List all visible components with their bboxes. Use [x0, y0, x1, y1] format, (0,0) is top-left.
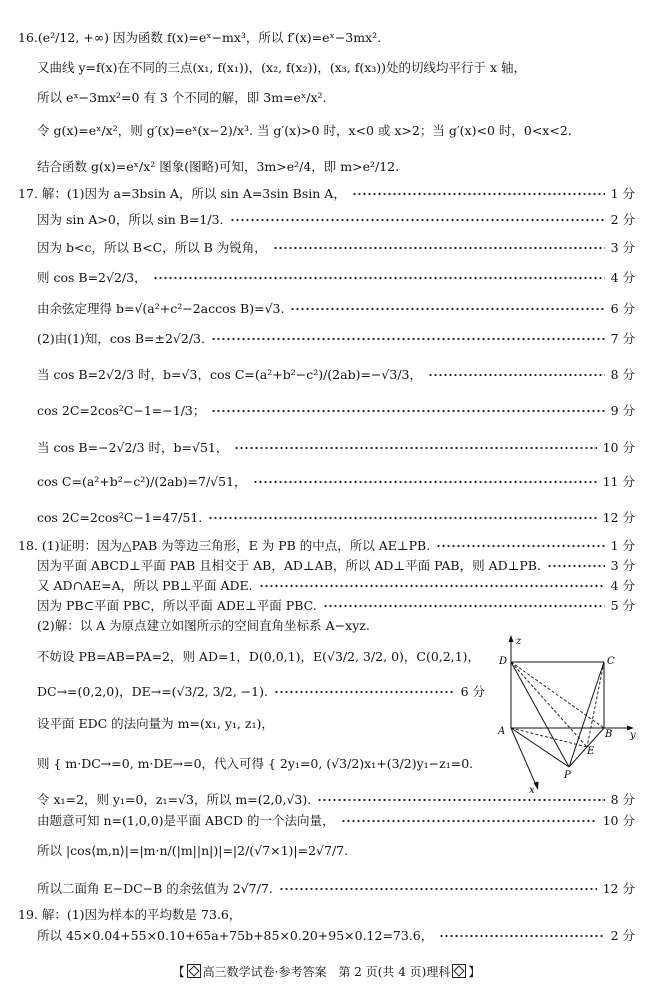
solution-line [0, 469, 653, 495]
score-mark: 4 分 [610, 578, 635, 593]
solution-line [0, 362, 653, 388]
label-E: E [587, 746, 595, 757]
score-mark: 2 分 [610, 928, 635, 943]
score-mark: 2 分 [610, 212, 635, 227]
page-footer: 【 高三数学试卷·参考答案 第 2 页(共 4 页)理科 】 [172, 965, 481, 979]
coordinate-figure [496, 630, 646, 800]
score-mark: 3 分 [610, 240, 635, 255]
line-text: DC→=(0,2,0)，DE→=(√3/2, 3/2, −1). [37, 684, 268, 699]
solution-line [0, 435, 653, 461]
line-text: 设平面 EDC 的法向量为 m=(x₁, y₁, z₁)， [37, 716, 274, 731]
leader-dots [436, 543, 604, 549]
line-text: 则 { m·DC→=0, m·DE→=0，代入可得 { 2y₁=0, (√3/2)x₁+(3/2)y₁−z₁=0. [37, 756, 474, 771]
solution-line [0, 154, 653, 180]
solution-line [0, 923, 653, 949]
label-x: x [529, 785, 535, 796]
leader-dots [253, 479, 597, 485]
score-mark: 7 分 [610, 331, 635, 346]
leader-dots [234, 445, 596, 451]
line-text: 结合函数 g(x)=eˣ/x² 图象(图略)可知，3m>e²/4，即 m>e²/12. [37, 159, 400, 174]
solution-line [0, 55, 653, 81]
score-mark: 6 分 [460, 684, 485, 699]
line-text: 由余弦定理得 b=√(a²+c²−2accos B)=√3. [37, 301, 285, 316]
score-mark: 6 分 [610, 301, 635, 316]
footer-text: 高三数学试卷·参考答案 第 2 页(共 4 页)理科 [202, 965, 451, 979]
solution-line [0, 118, 653, 144]
line-text: 又 AD∩AE=A，所以 PB⊥平面 ADE. [37, 578, 253, 593]
leader-dots [273, 245, 605, 251]
leader-dots [274, 689, 455, 695]
solution-line [0, 235, 653, 261]
leader-dots [279, 886, 597, 892]
line-text: 所以 |cos⟨m,n⟩|=|m·n/(|m||n|)|=|2/(√7×1)|=2√7/7. [37, 843, 349, 858]
line-text: 当 cos B=−2√2/3 时，b=√51， [37, 440, 229, 455]
leader-dots [428, 372, 605, 378]
leader-dots [341, 818, 597, 824]
label-B: B [605, 729, 613, 740]
leader-dots [211, 336, 605, 342]
diamond-logo-icon [452, 964, 466, 978]
leader-dots [230, 217, 605, 223]
line-text: 不妨设 PB=AB=PA=2，则 AD=1，D(0,0,1)，E(√3/2, 3/2, 0)，C(0,2,1)， [37, 649, 481, 664]
line-text: cos C=(a²+b²−c²)/(2ab)=7/√51， [37, 474, 247, 489]
line-text: 令 g(x)=eˣ/x²，则 g′(x)=eˣ(x−2)/x³. 当 g′(x)>0 时，x<0 或 x>2；当 g′(x)<0 时，0<x<2. [37, 123, 572, 138]
score-mark: 11 分 [602, 474, 635, 489]
leader-dots [208, 515, 596, 521]
line-text: 因为 b<c，所以 B<C，所以 B 为锐角， [37, 240, 267, 255]
solution-line [0, 207, 653, 233]
edge-DP [511, 662, 569, 767]
score-mark: 8 分 [610, 367, 635, 382]
label-z: z [516, 636, 522, 647]
solution-line [0, 181, 653, 207]
solution-line [0, 808, 653, 834]
solution-line [0, 296, 653, 322]
diamond-logo-icon [187, 964, 201, 978]
line-text: cos 2C=2cos²C−1=−1/3； [37, 403, 206, 418]
solution-line [0, 85, 653, 111]
line-text: 则 cos B=2√2/3， [37, 270, 147, 285]
line-text: (2)解：以 A 为原点建立如图所示的空间直角坐标系 A−xyz. [37, 618, 370, 633]
label-A: A [498, 726, 506, 737]
leader-dots [547, 563, 605, 569]
edge-DB [511, 662, 604, 728]
line-text: 所以 45×0.04+55×0.10+65a+75b+85×0.20+95×0.12=73.6， [37, 928, 434, 943]
line-text: 因为 sin A>0，所以 sin B=1/3. [37, 212, 224, 227]
solution-line [0, 326, 653, 352]
line-text: 令 x₁=2，则 y₁=0，z₁=√3，所以 m=(2,0,√3). [37, 792, 312, 807]
label-C: C [607, 656, 615, 667]
edge-DE [511, 662, 587, 747]
line-text: 当 cos B=2√2/3 时，b=√3，cos C=(a²+b²−c²)/(2ab)=−√3/3， [37, 367, 422, 382]
line-text: 16.(e²/12, +∞) 因为函数 f(x)=eˣ−mx³，所以 f′(x)=eˣ−3mx². [18, 30, 382, 45]
score-mark: 12 分 [602, 881, 635, 896]
leader-dots [259, 583, 605, 589]
score-mark: 12 分 [602, 510, 635, 525]
leader-dots [439, 933, 604, 939]
score-mark: 5 分 [610, 598, 635, 613]
leader-dots [323, 603, 605, 609]
leader-dots [352, 191, 605, 197]
solution-line [0, 265, 653, 291]
solution-line [0, 25, 653, 51]
line-text: 所以 eˣ−3mx²=0 有 3 个不同的解，即 3m=eˣ/x². [37, 90, 327, 105]
solution-line [0, 398, 653, 424]
line-text: cos 2C=2cos²C−1=47/51. [37, 510, 203, 525]
solution-line [0, 505, 653, 531]
score-mark: 9 分 [610, 403, 635, 418]
leader-dots [153, 275, 605, 281]
line-text: (2)由(1)知，cos B=±2√2/3. [37, 331, 205, 346]
score-mark: 10 分 [602, 813, 635, 828]
leader-dots [290, 306, 604, 312]
line-text: 所以二面角 E−DC−B 的余弦值为 2√7/7. [37, 881, 273, 896]
solution-line [0, 838, 653, 864]
score-mark: 1 分 [610, 186, 635, 201]
line-text: 18. (1)证明：因为△PAB 为等边三角形，E 为 PB 的中点，所以 AE⊥PB. [18, 538, 431, 553]
score-mark: 1 分 [610, 538, 635, 553]
line-text: 由题意可知 n=(1,0,0)是平面 ABCD 的一个法向量， [37, 813, 335, 828]
line-text: 因为平面 ABCD⊥平面 PAB 且相交于 AB，AD⊥AB，所以 AD⊥平面 PAB，则 AD⊥PB. [37, 558, 541, 573]
score-mark: 8 分 [610, 792, 635, 807]
label-y: y [630, 730, 636, 741]
score-mark: 3 分 [610, 558, 635, 573]
solution-line [0, 876, 653, 902]
line-text: 19. 解：(1)因为样本的平均数是 73.6， [18, 907, 242, 922]
line-text: 17. 解：(1)因为 a=3bsin A，所以 sin A=3sin Bsin A， [18, 186, 346, 201]
line-text: 又曲线 y=f(x)在不同的三点(x₁, f(x₁))，(x₂, f(x₂))，(x₃, f(x₃))处的切线均平行于 x 轴， [37, 60, 527, 75]
leader-dots [211, 408, 604, 414]
line-text: 因为 PB⊂平面 PBC，所以平面 ADE⊥平面 PBC. [37, 598, 317, 613]
score-mark: 10 分 [602, 440, 635, 455]
z-arrow [509, 635, 514, 642]
score-mark: 4 分 [610, 270, 635, 285]
label-P: P [564, 770, 571, 781]
label-D: D [499, 656, 508, 667]
